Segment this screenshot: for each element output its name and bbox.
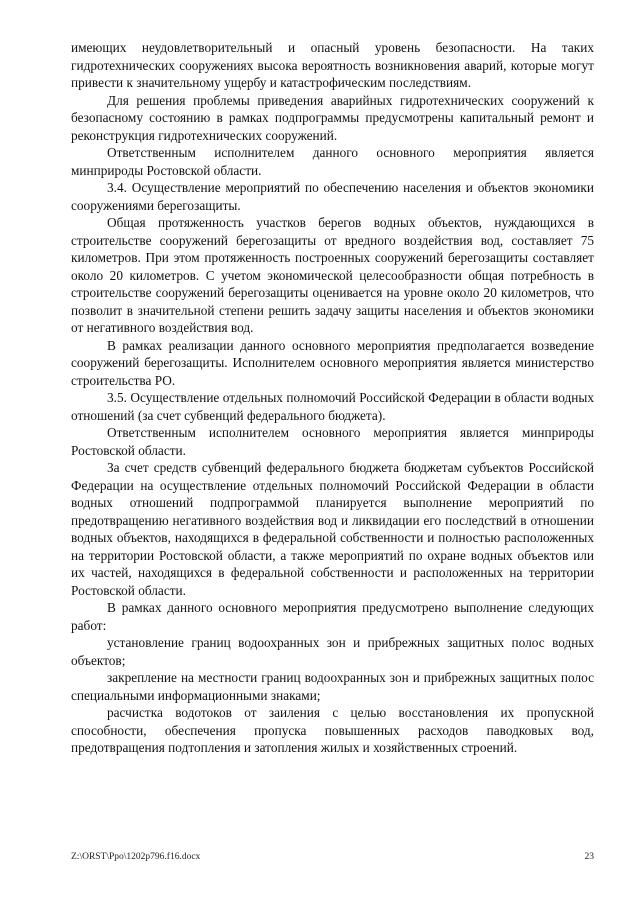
- body-paragraph: установление границ водоохранных зон и прибрежных защитных полос водных объектов;: [71, 635, 594, 668]
- body-paragraph: закрепление на местности границ водоохранных зон и прибрежных защитных полос специальными информационными знаками;: [71, 670, 594, 703]
- page-number: 23: [584, 852, 594, 862]
- body-paragraph: 3.5. Осуществление отдельных полномочий Российской Федерации в области водных отношений (за счет субвенций федерального бюджета).: [71, 390, 594, 423]
- body-paragraph: Ответственным исполнителем данного основного мероприятия является минприроды Ростовской области.: [71, 145, 594, 178]
- body-paragraph: 3.4. Осуществление мероприятий по обеспечению населения и объектов экономики сооружениями берегозащиты.: [71, 180, 594, 213]
- body-paragraph: Ответственным исполнителем основного мероприятия является минприроды Ростовской области.: [71, 425, 594, 458]
- body-paragraph: расчистка водотоков от заиления с целью восстановления их пропускной способности, обеспечения пропуска повышенных расходов паводковых вод, предотвращения подтопления и затопления жилых и хозяйственных строений.: [71, 705, 594, 755]
- footer-file-path: Z:\ORST\Ppo\1202p796.f16.docx: [71, 852, 201, 862]
- body-paragraph: Общая протяженность участков берегов водных объектов, нуждающихся в строительстве сооружений берегозащиты от вредного воздействия вод, составляет 75 километров. При этом протяженность построенных сооружений берегозащиты составляет около 20 километров. С учетом экономической целесообразности общая потребность в строительстве сооружений берегозащиты оценивается на уровне около 20 километров, что позволит в значительной степени решить задачу защиты населения и объектов экономики от негативного воздействия вод.: [71, 215, 594, 335]
- body-paragraph: Для решения проблемы приведения аварийных гидротехнических сооружений к безопасному состоянию в рамках подпрограммы предусмотрены капитальный ремонт и реконструкция гидротехнических сооружений.: [71, 92, 594, 143]
- body-paragraph: В рамках данного основного мероприятия предусмотрено выполнение следующих работ:: [71, 600, 594, 633]
- document-body: [71, 39, 594, 757]
- body-paragraph: имеющих неудовлетворительный и опасный уровень безопасности. На таких гидротехнических сооружениях высока вероятность возникновения аварий, которые могут привести к значительному ущербу и катастрофическим последствиям.: [71, 40, 594, 90]
- body-paragraph: За счет средств субвенций федерального бюджета бюджетам субъектов Российской Федерации на осуществление отдельных полномочий Российской Федерации в области водных отношений подпрограммой планируется выполнение мероприятий по предотвращению негативного воздействия вод и ликвидации его последствий в отношении водных объектов, находящихся в федеральной собственности и полностью расположенных на территории Ростовской области, а также мероприятий по охране водных объектов или их частей, находящихся в федеральной собственности и расположенных на территории Ростовской области.: [71, 460, 594, 598]
- body-paragraph: В рамках реализации данного основного мероприятия предполагается возведение сооружений берегозащиты. Исполнителем основного мероприятия является министерство строительства РО.: [71, 337, 594, 388]
